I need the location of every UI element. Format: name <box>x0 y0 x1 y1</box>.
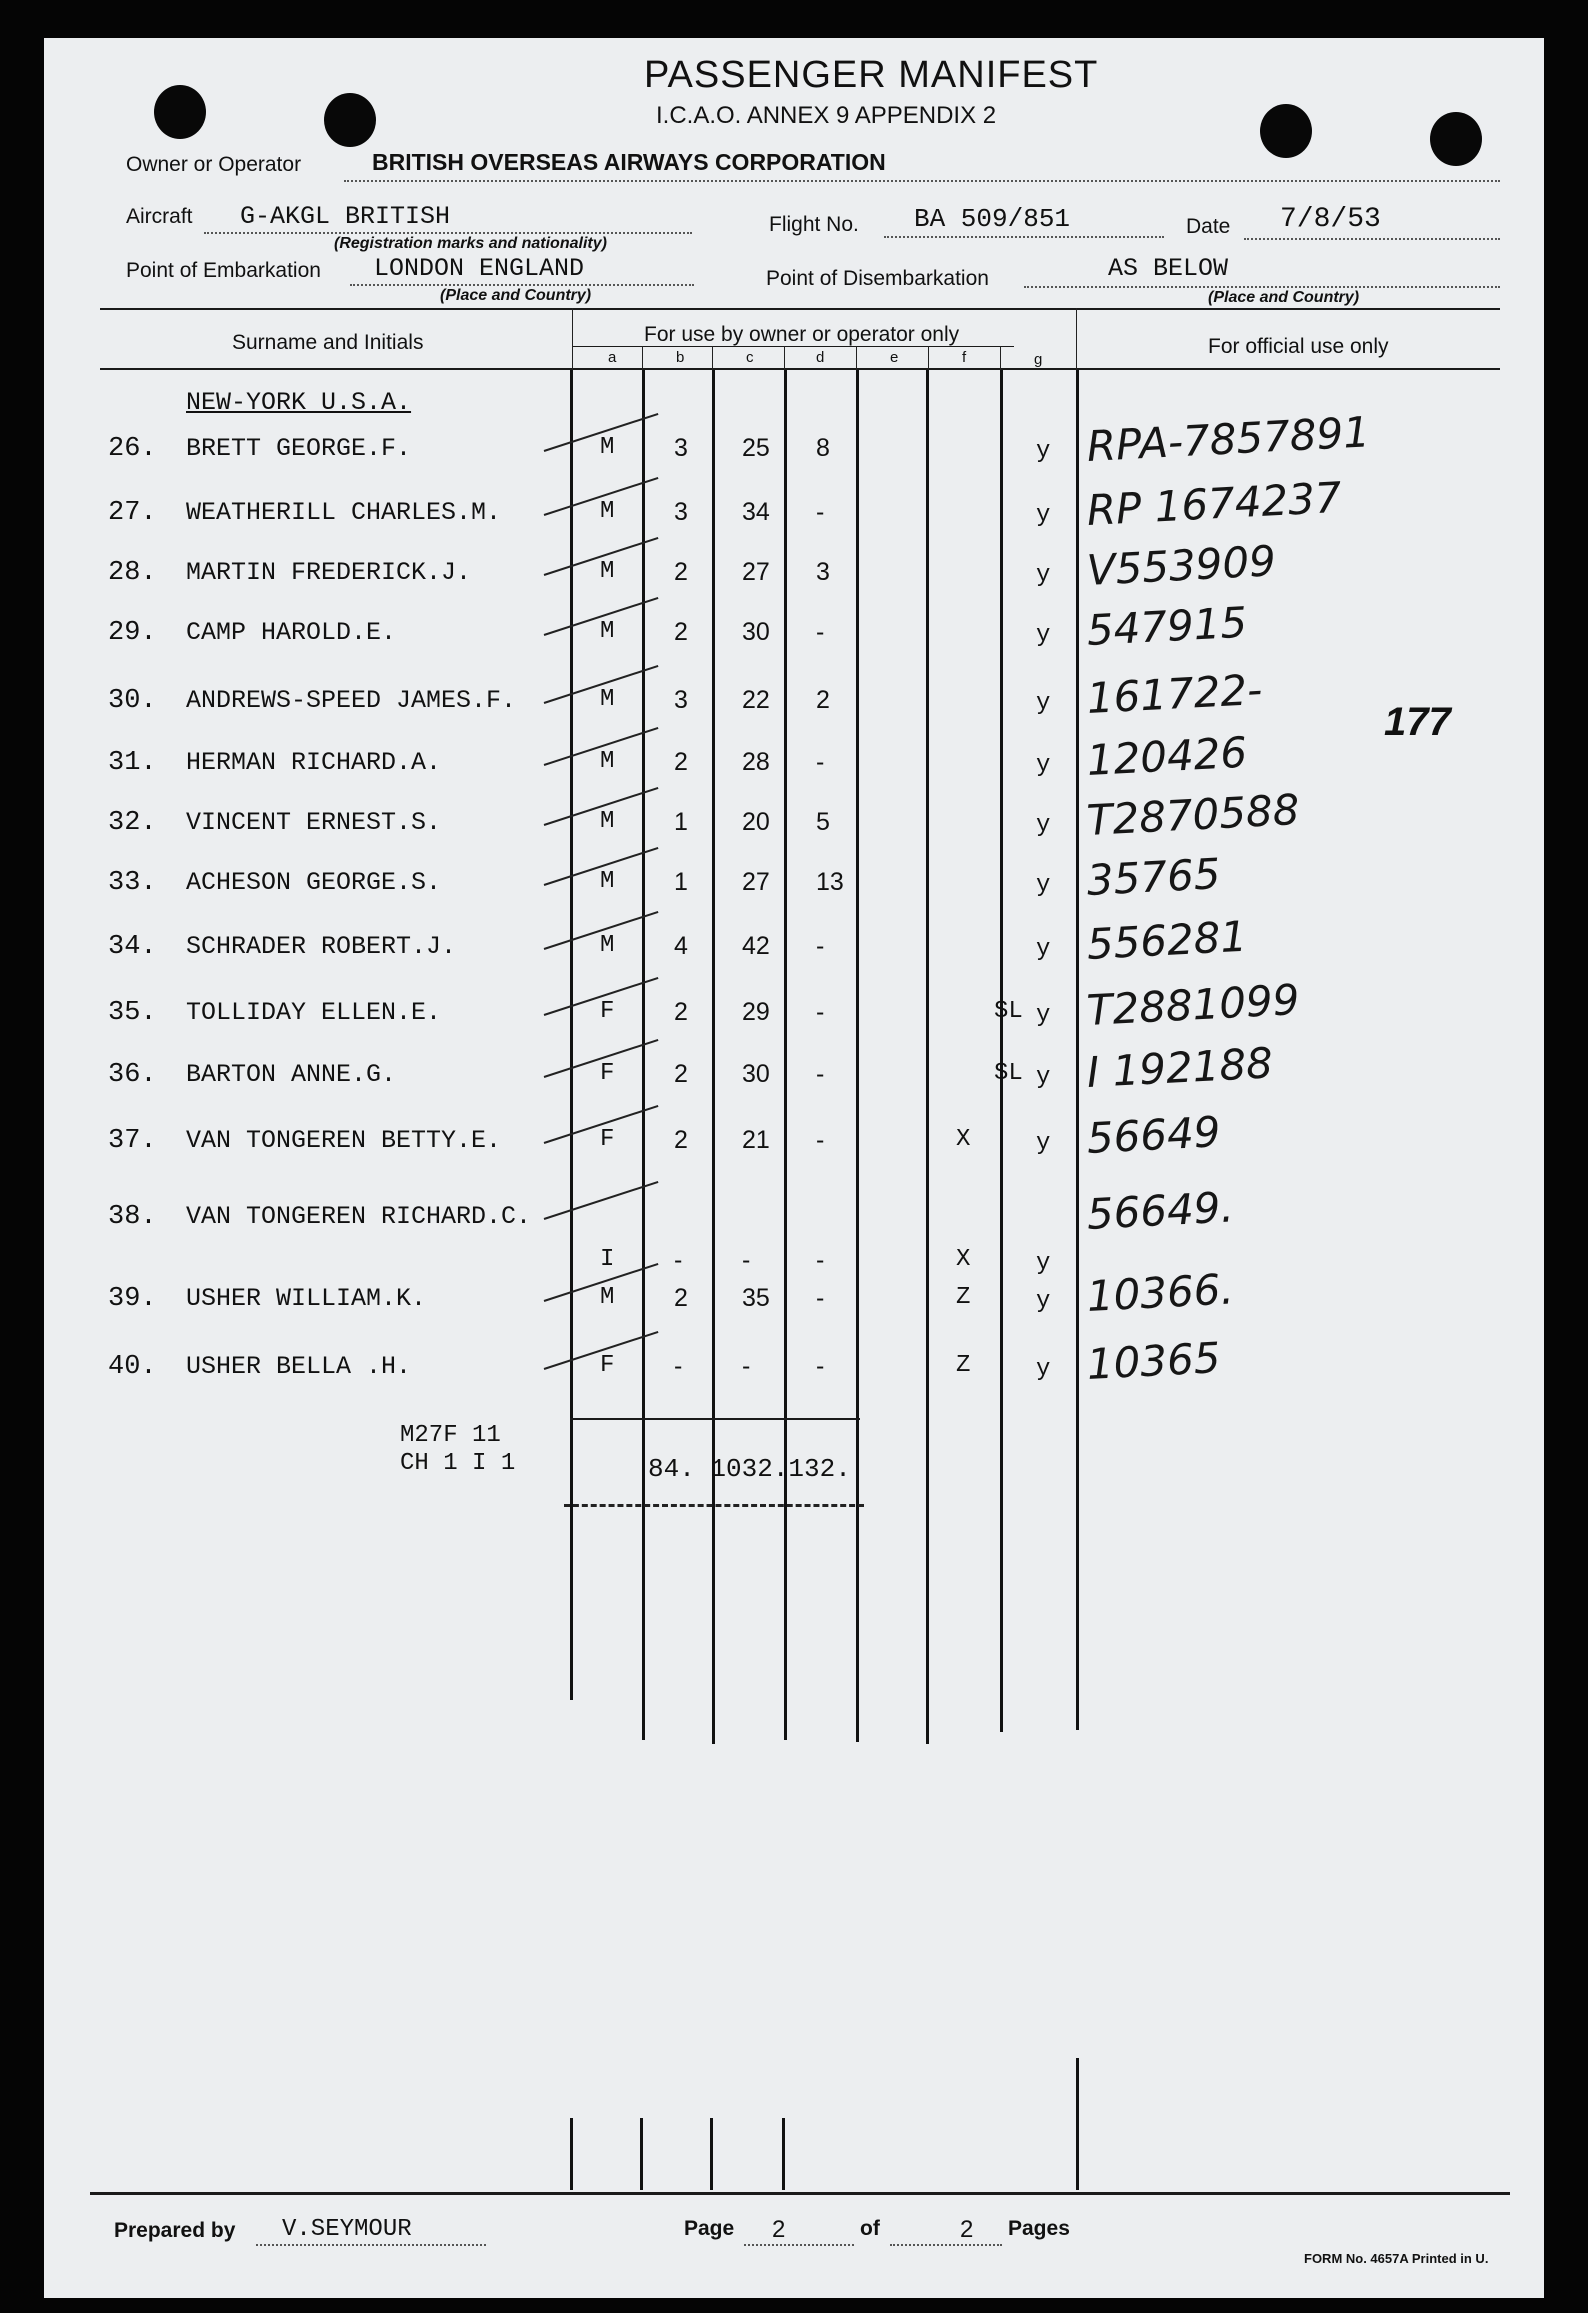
embarkation-label: Point of Embarkation <box>126 259 321 282</box>
row-number: 34. <box>108 932 157 962</box>
passenger-name: USHER WILLIAM.K. <box>186 1284 427 1313</box>
cell-d: - <box>816 1246 825 1274</box>
owner-value: BRITISH OVERSEAS AIRWAYS CORPORATION <box>372 149 886 175</box>
cell-sex: F <box>600 998 615 1025</box>
cell-g: y <box>1036 438 1051 465</box>
section-heading: NEW-YORK U.S.A. <box>186 388 412 417</box>
cell-g: y <box>1036 690 1051 717</box>
cell-b: 2 <box>674 1060 688 1088</box>
cell-f: X <box>956 1246 971 1273</box>
table-top-rule <box>100 308 1500 310</box>
header-divider <box>572 308 573 370</box>
header-divider <box>642 346 643 370</box>
official-entry: 161722- <box>1085 664 1264 723</box>
cell-b: 3 <box>674 498 688 526</box>
passenger-name: CAMP HAROLD.E. <box>186 618 397 647</box>
header-bottom-rule <box>100 368 1500 370</box>
official-entry: I 192188 <box>1085 1038 1274 1097</box>
disembarkation-value: AS BELOW <box>1108 254 1229 283</box>
column-stub <box>1076 2058 1079 2190</box>
cell-b: 2 <box>674 618 688 646</box>
subcolumn-g: g <box>1034 351 1043 368</box>
cell-f: Z <box>956 1284 971 1311</box>
aircraft-label: Aircraft <box>126 205 193 228</box>
row-number: 30. <box>108 686 157 716</box>
date-value: 7/8/53 <box>1280 204 1381 235</box>
official-entry: T2881099 <box>1085 974 1301 1035</box>
punch-hole <box>324 93 376 147</box>
pages-label: Pages <box>1008 2217 1070 2240</box>
cell-sex: I <box>600 1246 615 1273</box>
cell-c: 30 <box>742 618 770 646</box>
cell-c: 34 <box>742 498 770 526</box>
cell-c: 28 <box>742 748 770 776</box>
cell-sex: M <box>600 498 615 525</box>
cell-f: SL <box>994 998 1023 1025</box>
cell-d: 3 <box>816 558 830 586</box>
aircraft-note: (Registration marks and nationality) <box>334 235 607 252</box>
passenger-name: WEATHERILL CHARLES.M. <box>186 498 502 527</box>
header-divider <box>712 346 713 370</box>
cell-g: y <box>1036 1356 1051 1383</box>
cell-sex: M <box>600 558 615 585</box>
cell-g: y <box>1036 752 1051 779</box>
row-number: 37. <box>108 1126 157 1156</box>
disembarkation-note: (Place and Country) <box>1208 289 1360 306</box>
totals-value: 84. 1032.132. <box>648 1454 851 1484</box>
row-number: 31. <box>108 748 157 778</box>
passenger-name: VAN TONGEREN RICHARD.C. <box>186 1202 532 1231</box>
owner-dotted-line <box>344 180 1500 182</box>
page-title: PASSENGER MANIFEST <box>644 54 1099 96</box>
official-use-column-header: For official use only <box>1208 335 1389 358</box>
subcolumn-e: e <box>890 349 899 366</box>
cell-sex: F <box>600 1352 615 1379</box>
cell-d: - <box>816 1352 825 1380</box>
row-number: 29. <box>108 618 157 648</box>
cell-d: - <box>816 1060 825 1088</box>
subcolumn-b: b <box>676 349 685 366</box>
cell-g: y <box>1036 1064 1051 1091</box>
date-label: Date <box>1186 215 1231 238</box>
column-rule <box>642 370 645 1740</box>
passenger-name: HERMAN RICHARD.A. <box>186 748 442 777</box>
punch-hole <box>1260 104 1312 158</box>
official-entry: RP 1674237 <box>1085 472 1343 535</box>
subcolumn-f: f <box>962 349 967 366</box>
surname-column-header: Surname and Initials <box>232 331 424 354</box>
column-stub <box>570 2118 573 2190</box>
row-number: 32. <box>108 808 157 838</box>
passenger-name: ACHESON GEORGE.S. <box>186 868 442 897</box>
cell-b: 2 <box>674 1126 688 1154</box>
cell-f: Z <box>956 1352 971 1379</box>
cell-d: 8 <box>816 434 830 462</box>
cell-sex: M <box>600 808 615 835</box>
subcolumn-c: c <box>746 349 754 366</box>
flight-label: Flight No. <box>769 213 859 236</box>
cell-c: - <box>742 1352 751 1380</box>
cell-sex: M <box>600 868 615 895</box>
row-number: 36. <box>108 1060 157 1090</box>
cell-g: y <box>1036 936 1051 963</box>
punch-hole <box>1430 112 1482 166</box>
column-rule <box>856 370 859 1742</box>
passenger-name: USHER BELLA .H. <box>186 1352 412 1381</box>
summary-line-1: M27F 11 <box>400 1422 501 1449</box>
cell-d: - <box>816 618 825 646</box>
cell-b: 2 <box>674 998 688 1026</box>
cell-sex: M <box>600 686 615 713</box>
totals-upper-rule <box>570 1418 860 1420</box>
column-rule <box>1076 370 1079 1730</box>
cell-c: 30 <box>742 1060 770 1088</box>
header-divider <box>856 346 857 370</box>
official-entry: 56649 <box>1085 1107 1222 1163</box>
cell-sex: F <box>600 1060 615 1087</box>
disembarkation-dotted-line <box>1024 286 1500 288</box>
passenger-name: BRETT GEORGE.F. <box>186 434 412 463</box>
cell-d: 5 <box>816 808 830 836</box>
flight-dotted-line <box>884 236 1164 238</box>
owner-label: Owner or Operator <box>126 153 302 176</box>
row-number: 26. <box>108 434 157 464</box>
passenger-name: ANDREWS-SPEED JAMES.F. <box>186 686 517 715</box>
cell-c: 25 <box>742 434 770 462</box>
column-rule <box>712 370 715 1744</box>
cell-d: - <box>816 998 825 1026</box>
cell-f: SL <box>994 1060 1023 1087</box>
header-divider <box>1076 308 1077 370</box>
cell-g: y <box>1036 1250 1051 1277</box>
cell-sex: M <box>600 932 615 959</box>
cell-b: - <box>674 1246 683 1274</box>
row-number: 27. <box>108 498 157 528</box>
cell-c: - <box>742 1246 751 1274</box>
prepared-dotted-line <box>256 2244 486 2246</box>
cell-g: y <box>1036 622 1051 649</box>
row-number: 33. <box>108 868 157 898</box>
header-divider <box>928 346 929 370</box>
passenger-name: MARTIN FREDERICK.J. <box>186 558 472 587</box>
punch-hole <box>154 85 206 139</box>
official-entry: 10366. <box>1085 1264 1235 1321</box>
official-entry: 56649. <box>1085 1182 1235 1239</box>
cell-c: 20 <box>742 808 770 836</box>
cell-sex: F <box>600 1126 615 1153</box>
embarkation-note: (Place and Country) <box>440 287 592 304</box>
page-value: 2 <box>772 2216 786 2243</box>
cell-c: 22 <box>742 686 770 714</box>
cell-g: y <box>1036 872 1051 899</box>
subcolumn-rule <box>572 346 1014 347</box>
cell-b: 3 <box>674 686 688 714</box>
totals-lower-rule <box>564 1504 864 1507</box>
page-label: Page <box>684 2217 735 2240</box>
margin-note: 177 <box>1384 700 1451 744</box>
cell-g: y <box>1036 812 1051 839</box>
official-entry: 35765 <box>1085 849 1222 905</box>
cell-c: 21 <box>742 1126 770 1154</box>
cell-g: y <box>1036 1288 1051 1315</box>
column-stub <box>640 2118 643 2190</box>
cell-g: y <box>1036 562 1051 589</box>
cell-d: - <box>816 1284 825 1312</box>
subcolumn-a: a <box>608 349 617 366</box>
passenger-name: VINCENT ERNEST.S. <box>186 808 442 837</box>
official-entry: V553909 <box>1085 536 1277 595</box>
cell-b: - <box>674 1352 683 1380</box>
page-subtitle: I.C.A.O. ANNEX 9 APPENDIX 2 <box>656 102 997 129</box>
form-number: FORM No. 4657A Printed in U. <box>1304 2251 1489 2266</box>
official-entry: 120426 <box>1085 727 1249 785</box>
cell-d: 2 <box>816 686 830 714</box>
official-entry: RPA-7857891 <box>1085 407 1372 471</box>
cell-d: - <box>816 1126 825 1154</box>
passenger-name: SCHRADER ROBERT.J. <box>186 932 457 961</box>
cell-sex: M <box>600 1284 615 1311</box>
summary-line-2: CH 1 I 1 <box>400 1450 516 1477</box>
cell-sex: M <box>600 434 615 461</box>
date-dotted-line <box>1244 238 1500 240</box>
cell-b: 2 <box>674 1284 688 1312</box>
column-rule <box>784 370 787 1740</box>
cell-d: 13 <box>816 868 844 896</box>
embarkation-value: LONDON ENGLAND <box>374 254 585 283</box>
cell-d: - <box>816 932 825 960</box>
footer-rule <box>90 2192 1510 2195</box>
subcolumn-d: d <box>816 349 825 366</box>
row-number: 28. <box>108 558 157 588</box>
cell-b: 1 <box>674 808 688 836</box>
cell-b: 4 <box>674 932 688 960</box>
cell-sex: M <box>600 618 615 645</box>
cell-c: 27 <box>742 558 770 586</box>
aircraft-dotted-line <box>204 232 692 234</box>
official-entry: 10365 <box>1085 1333 1222 1389</box>
cell-f: X <box>956 1126 971 1153</box>
cell-b: 2 <box>674 558 688 586</box>
passenger-name: BARTON ANNE.G. <box>186 1060 397 1089</box>
cell-c: 42 <box>742 932 770 960</box>
of-dotted-line <box>890 2244 1002 2246</box>
cell-c: 35 <box>742 1284 770 1312</box>
embarkation-dotted-line <box>350 284 694 286</box>
of-value: 2 <box>960 2216 974 2243</box>
prepared-by-label: Prepared by <box>114 2219 236 2242</box>
column-rule <box>570 370 573 1700</box>
row-number: 40. <box>108 1352 157 1382</box>
cell-c: 27 <box>742 868 770 896</box>
cell-g: y <box>1036 1002 1051 1029</box>
aircraft-value: G-AKGL BRITISH <box>240 202 451 231</box>
disembarkation-label: Point of Disembarkation <box>766 267 989 290</box>
column-stub <box>782 2118 785 2190</box>
official-entry: 556281 <box>1085 911 1249 969</box>
cell-g: y <box>1036 502 1051 529</box>
owner-use-column-header: For use by owner or operator only <box>644 323 960 346</box>
cell-g: y <box>1036 1130 1051 1157</box>
row-number: 39. <box>108 1284 157 1314</box>
official-entry: 547915 <box>1085 597 1249 655</box>
official-entry: T2870588 <box>1085 784 1301 845</box>
row-number: 38. <box>108 1202 157 1232</box>
cell-b: 1 <box>674 868 688 896</box>
cell-d: - <box>816 748 825 776</box>
cell-d: - <box>816 498 825 526</box>
column-stub <box>710 2118 713 2190</box>
of-label: of <box>860 2217 880 2240</box>
cell-c: 29 <box>742 998 770 1026</box>
column-rule <box>926 370 929 1744</box>
manifest-page <box>44 38 1544 2298</box>
flight-value: BA 509/851 <box>914 204 1071 234</box>
prepared-by-value: V.SEYMOUR <box>282 2216 412 2243</box>
column-rule <box>1000 370 1003 1732</box>
page-dotted-line <box>744 2244 854 2246</box>
cell-b: 3 <box>674 434 688 462</box>
passenger-name: VAN TONGEREN BETTY.E. <box>186 1126 502 1155</box>
header-divider <box>1000 346 1001 370</box>
passenger-name: TOLLIDAY ELLEN.E. <box>186 998 442 1027</box>
header-divider <box>784 346 785 370</box>
row-number: 35. <box>108 998 157 1028</box>
cell-b: 2 <box>674 748 688 776</box>
cell-sex: M <box>600 748 615 775</box>
